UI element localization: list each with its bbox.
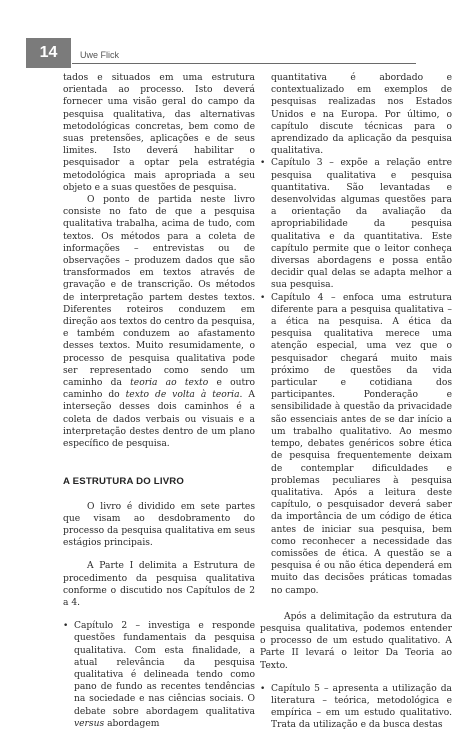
paragraph: A Parte I delimita a Estrutura de procedimento da pesquisa qualitativa conforme o discutido nos Capítulos de 2 a 4.: [63, 561, 255, 608]
header-rule: [72, 63, 416, 64]
list-item: • Capítulo 2 – investiga e responde questões fundamentais da pesquisa qualitativa. Com esta finalidade, a atual relevância da pesquisa qualitativa é delineada tendo como pano de fundo as recentes tendências na sociedade e nas ciências sociais. O debate sobre abordagem qualitativa versus abordagem: [63, 620, 255, 730]
right-column: [260, 72, 452, 732]
section-heading: A ESTRUTURA DO LIVRO: [63, 476, 185, 488]
list-item: • Capítulo 4 – enfoca uma estrutura diferente para a pesquisa qualitativa – a ética na pesquisa. A ética da pesquisa qualitativa merece uma atenção especial, uma vez que o pesquisador chegará muito mais próximo de questões da vida particular e cotidiana dos participantes. Ponderação e sensibilidade à questão da privacidade são essenciais antes de se dar início a um trabalho qualitativo. Ao mesmo tempo, debates genéricos sobre ética de pesquisa frequentemente deixam de contemplar dificuldades e problemas peculiares à pesquisa qualitativa. Após a leitura deste capítulo, o pesquisador deverá saber da importância de um código de ética antes de iniciar sua pesquisa, bem como reconhecer a necessidade das comissões de ética. A questão se a pesquisa é ou não ética dependerá em muito das decisões práticas tomadas no campo.: [260, 292, 452, 597]
list-item: • Capítulo 5 – apresenta a utilização da literatura – teórica, metodológica e empírica – em um estudo qualitativo. Trata da utilização e da busca destas: [260, 683, 452, 732]
running-head-author: Uwe Flick: [80, 50, 120, 60]
paragraph: Após a delimitação da estrutura da pesquisa qualitativa, podemos entender o processo de um estudo qualitativo. A Parte II levará o leitor Da Teoria ao Texto.: [260, 611, 452, 671]
paragraph: tados e situados em uma estrutura orientada ao processo. Isto deverá fornecer uma visão geral do campo da pesquisa qualitativa, das alternativas metodológicas concretas, bem como de suas pretensões, aplicações e de seus limites. Isto deverá habilitar o pesquisador a optar pela estratégia metodológica mais apropriada a seu objeto e a suas questões de pesquisa.: [63, 73, 255, 193]
paragraph: O ponto de partida neste livro consiste no fato de que a pesquisa qualitativa trabalha, acima de tudo, com textos. Os métodos para a coleta de informações – entrevistas ou de observações – produzem dados que são transformados em textos através de gravação e de transcrição. Os métodos de interpretação partem destes textos. Diferentes roteiros conduzem em direção aos textos do centro da pesquisa, e também conduzem ao afastamento desses textos. Muito resumidamente, o processo de pesquisa qualitativa pode ser representado como sendo um caminho da teoria ao texto e outro caminho do texto de volta à teoria. A interseção desses dois caminhos é a coleta de dados verbais ou visuais e a interpretação destes dentro de um plano específico de pesquisa.: [63, 195, 255, 450]
left-column: [63, 72, 255, 730]
paragraph: O livro é dividido em sete partes que visam ao desdobramento do processo da pesquisa qualitativa em seus estágios principais.: [63, 501, 255, 549]
list-item-continuation: quantitativa é abordado e contextualizado em exemplos de pesquisas realizadas nos Estados Unidos e na Europa. Por último, o capítulo discute técnicas para o aprendizado da aplicação da pesquisa qualitativa.: [271, 73, 452, 157]
page-number: 14: [26, 38, 71, 68]
list-item: • Capítulo 3 – expõe a relação entre pesquisa qualitativa e pesquisa quantitativa. São levantadas e desenvolvidas algumas questões para a orientação da avaliação da apropriabilidade da pesquisa qualitativa e da quantitativa. Este capítulo permite que o leitor conheça diversas abordagens e possa então decidir qual delas se adapta melhor a sua pesquisa.: [260, 157, 452, 291]
